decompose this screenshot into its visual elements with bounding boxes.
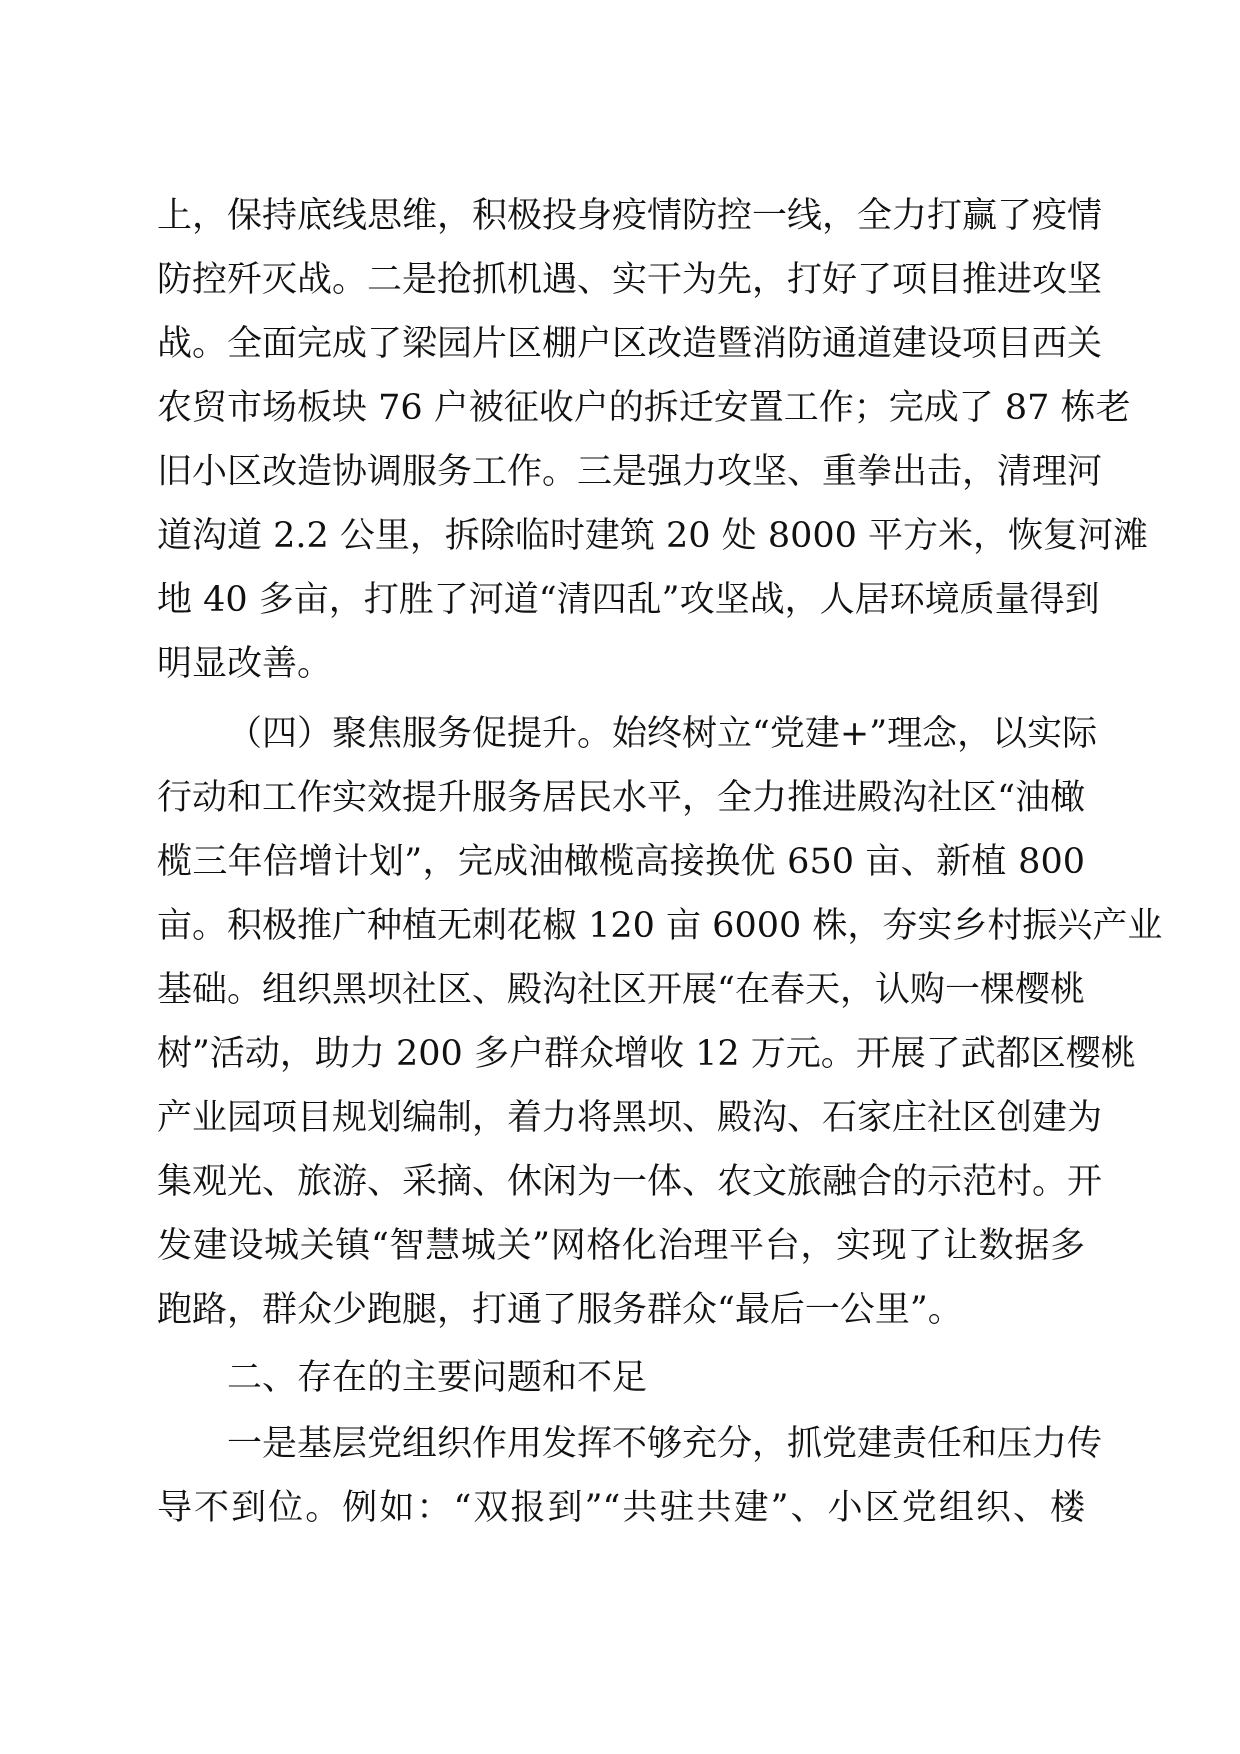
section-paragraph-start: 一是基层党组织作用发挥不够充分，抓党建责任和压力传 xyxy=(227,1424,1103,1464)
paragraph-line: 基础。组织黑坝社区、殿沟社区开展“在春天，认购一棵樱桃 xyxy=(157,970,1085,1010)
paragraph-line: 亩。积极推广种植无刺花椒 120 亩 6000 株，夯实乡村振兴产业 xyxy=(157,906,1163,946)
paragraph-line: 跑路，群众少跑腿，打通了服务群众“最后一公里”。 xyxy=(157,1290,963,1330)
paragraph-line: 榄三年倍增计划”，完成油橄榄高接换优 650 亩、新植 800 xyxy=(157,842,1085,882)
paragraph-line: 战。全面完成了梁园片区棚户区改造暨消防通道建设项目西关 xyxy=(157,324,1103,364)
paragraph-line: 树”活动，助力 200 多户群众增收 12 万元。开展了武都区樱桃 xyxy=(157,1034,1136,1074)
paragraph-line: 行动和工作实效提升服务居民水平，全力推进殿沟社区“油橄 xyxy=(157,778,1085,818)
section-paragraph-start: （四）聚焦服务促提升。始终树立“党建+”理念，以实际 xyxy=(227,714,1098,754)
paragraph-line: 道沟道 2.2 公里，拆除临时建筑 20 处 8000 平方米，恢复河滩 xyxy=(157,516,1149,556)
paragraph-line: 明显改善。 xyxy=(157,644,333,684)
paragraph-line: 防控歼灭战。二是抢抓机遇、实干为先，打好了项目推进攻坚 xyxy=(157,260,1103,300)
paragraph-line: 集观光、旅游、采摘、休闲为一体、农文旅融合的示范村。开 xyxy=(157,1162,1103,1202)
paragraph-line: 导不到位。例如：“双报到”“共驻共建”、小区党组织、楼 xyxy=(157,1488,1085,1528)
paragraph-line: 上，保持底线思维，积极投身疫情防控一线，全力打赢了疫情 xyxy=(157,196,1103,236)
paragraph-line: 旧小区改造协调服务工作。三是强力攻坚、重拳出击，清理河 xyxy=(157,452,1103,492)
section-heading: 二、存在的主要问题和不足 xyxy=(227,1358,648,1398)
paragraph-line: 农贸市场板块 76 户被征收户的拆迁安置工作；完成了 87 栋老 xyxy=(157,388,1131,428)
paragraph-line: 发建设城关镇“智慧城关”网格化治理平台，实现了让数据多 xyxy=(157,1226,1085,1266)
paragraph-line: 产业园项目规划编制，着力将黑坝、殿沟、石家庄社区创建为 xyxy=(157,1098,1103,1138)
paragraph-line: 地 40 多亩，打胜了河道“清四乱”攻坚战，人居环境质量得到 xyxy=(157,580,1100,620)
